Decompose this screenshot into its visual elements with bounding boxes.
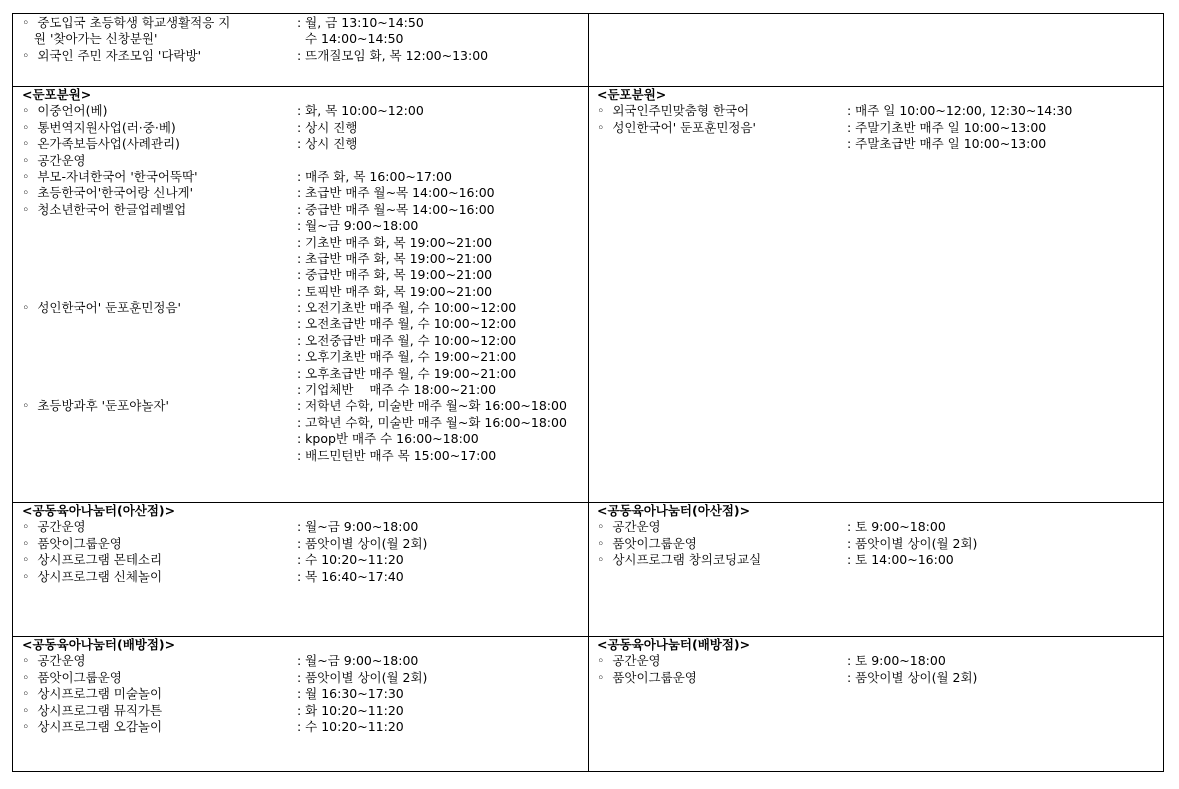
program-row bbox=[597, 653, 1157, 669]
program-schedule: : 화 10:20~11:20 bbox=[297, 702, 404, 718]
program-row bbox=[22, 251, 584, 267]
program-name: ◦ 품앗이그룹운영 bbox=[597, 535, 697, 551]
program-row bbox=[22, 536, 584, 552]
section-heading: <공동육아나눔터(아산점)> bbox=[22, 503, 176, 518]
cell-asan-weekend bbox=[597, 503, 1157, 635]
program-row bbox=[597, 536, 1157, 552]
program-row bbox=[22, 333, 584, 349]
program-row bbox=[22, 366, 584, 382]
program-schedule: : 오전초급반 매주 월, 수 10:00~12:00 bbox=[297, 316, 517, 332]
program-row bbox=[22, 519, 584, 535]
cell-baebang-weekend bbox=[597, 637, 1157, 771]
program-schedule: : 화, 목 10:00~12:00 bbox=[297, 103, 424, 119]
program-schedule: : 수 10:20~11:20 bbox=[297, 552, 404, 568]
program-schedule: : 배드민턴반 매주 목 15:00~17:00 bbox=[297, 447, 497, 463]
program-schedule: : 월~금 9:00~18:00 bbox=[297, 653, 419, 669]
program-row bbox=[22, 398, 584, 414]
program-name: ◦ 품앗이그룹운영 bbox=[597, 669, 697, 685]
program-name: ◦ 공간운영 bbox=[597, 519, 661, 535]
program-schedule: : 월~금 9:00~18:00 bbox=[297, 218, 419, 234]
program-name: ◦ 통번역지원사업(러·중·베) bbox=[22, 119, 176, 135]
program-row bbox=[22, 719, 584, 735]
cell-sinchang-weekday bbox=[22, 15, 582, 85]
program-schedule: : 품앗이별 상이(월 2회) bbox=[847, 669, 978, 685]
program-name: ◦ 외국인 주민 자조모임 '다락방' bbox=[22, 47, 202, 63]
program-row bbox=[597, 670, 1157, 686]
program-name: ◦ 부모-자녀한국어 '한국어뚝딱' bbox=[22, 168, 198, 184]
program-row bbox=[22, 218, 584, 234]
program-schedule: : 중급반 매주 화, 목 19:00~21:00 bbox=[297, 267, 493, 283]
program-schedule: : 상시 진행 bbox=[297, 119, 358, 135]
program-schedule: : 월 16:30~17:30 bbox=[297, 686, 404, 702]
program-name: ◦ 외국인주민맞춤형 한국어 bbox=[597, 103, 750, 119]
program-name: ◦ 품앗이그룹운영 bbox=[22, 535, 122, 551]
program-row bbox=[597, 120, 1157, 136]
program-row bbox=[22, 31, 582, 47]
cell-sinchang-weekend bbox=[597, 15, 1157, 85]
program-schedule: : 고학년 수학, 미술반 매주 월~화 16:00~18:00 bbox=[297, 414, 567, 430]
program-row bbox=[22, 103, 584, 119]
section-heading: <둔포분원> bbox=[597, 87, 667, 102]
program-schedule: : 기초반 매주 화, 목 19:00~21:00 bbox=[297, 234, 493, 250]
program-name: ◦ 공간운영 bbox=[22, 519, 86, 535]
program-name: ◦ 초등방과후 '둔포야놀자' bbox=[22, 398, 169, 414]
program-row bbox=[22, 670, 584, 686]
program-row bbox=[22, 349, 584, 365]
program-schedule: : 월, 금 13:10~14:50 bbox=[297, 15, 424, 30]
program-schedule: : 상시 진행 bbox=[297, 136, 358, 152]
program-row bbox=[22, 448, 584, 464]
program-row bbox=[22, 136, 584, 152]
program-schedule: : 토 9:00~18:00 bbox=[847, 653, 946, 669]
program-row bbox=[22, 316, 584, 332]
program-schedule: : 기업체반 매주 수 18:00~21:00 bbox=[297, 382, 497, 398]
program-name: ◦ 상시프로그램 뮤직가튼 bbox=[22, 702, 163, 718]
program-schedule: : 오후초급반 매주 월, 수 19:00~21:00 bbox=[297, 365, 517, 381]
program-schedule: : 초급반 매주 월~목 14:00~16:00 bbox=[297, 185, 495, 201]
program-row bbox=[22, 415, 584, 431]
program-name: ◦ 상시프로그램 오감놀이 bbox=[22, 718, 163, 734]
program-schedule: : kpop반 매주 수 16:00~18:00 bbox=[297, 431, 479, 447]
program-name: ◦ 청소년한국어 한글업레벨업 bbox=[22, 201, 187, 217]
program-name: ◦ 품앗이그룹운영 bbox=[22, 669, 122, 685]
program-row bbox=[22, 300, 584, 316]
program-row bbox=[22, 185, 584, 201]
program-name: ◦ 공간운영 bbox=[22, 653, 86, 669]
cell-dunpo-weekday bbox=[22, 87, 584, 501]
program-schedule: : 오전중급반 매주 월, 수 10:00~12:00 bbox=[297, 332, 517, 348]
program-name: ◦ 상시프로그램 미술놀이 bbox=[22, 686, 163, 702]
program-schedule: : 저학년 수학, 미술반 매주 월~화 16:00~18:00 bbox=[297, 398, 567, 414]
column-divider bbox=[588, 13, 589, 772]
program-row bbox=[597, 519, 1157, 535]
program-row bbox=[22, 15, 582, 31]
cell-baebang-weekday bbox=[22, 637, 584, 771]
program-schedule: 수 14:00~14:50 bbox=[297, 31, 404, 47]
program-name: 원 '찾아가는 신창분원' bbox=[22, 31, 158, 47]
program-name: ◦ 이중언어(베) bbox=[22, 103, 108, 119]
program-schedule: : 월~금 9:00~18:00 bbox=[297, 519, 419, 535]
program-name: ◦ 중도입국 초등학생 학교생활적응 지 bbox=[22, 15, 231, 30]
program-schedule: : 매주 화, 목 16:00~17:00 bbox=[297, 168, 452, 184]
program-name: ◦ 상시프로그램 몬테소리 bbox=[22, 552, 163, 568]
program-row bbox=[597, 136, 1157, 152]
program-schedule: : 토 14:00~16:00 bbox=[847, 552, 954, 568]
program-row bbox=[22, 202, 584, 218]
program-row bbox=[22, 569, 584, 585]
program-name: ◦ 초등한국어'한국어랑 신나게' bbox=[22, 185, 194, 201]
section-heading: <공동육아나눔터(배방점)> bbox=[597, 637, 751, 652]
program-schedule: : 주말기초반 매주 일 10:00~13:00 bbox=[847, 119, 1047, 135]
program-schedule: : 수 10:20~11:20 bbox=[297, 718, 404, 734]
program-schedule: : 매주 일 10:00~12:00, 12:30~14:30 bbox=[847, 103, 1073, 119]
program-schedule: : 오후기초반 매주 월, 수 19:00~21:00 bbox=[297, 349, 517, 365]
program-schedule: : 초급반 매주 화, 목 19:00~21:00 bbox=[297, 250, 493, 266]
section-heading: <공동육아나눔터(배방점)> bbox=[22, 637, 176, 652]
program-name: ◦ 공간운영 bbox=[597, 653, 661, 669]
program-row bbox=[22, 48, 582, 64]
program-schedule: : 뜨개질모임 화, 목 12:00~13:00 bbox=[297, 47, 489, 63]
program-row bbox=[22, 653, 584, 669]
program-row bbox=[22, 120, 584, 136]
program-name: ◦ 상시프로그램 신체놀이 bbox=[22, 568, 163, 584]
program-row bbox=[22, 267, 584, 283]
program-schedule: : 오전기초반 매주 월, 수 10:00~12:00 bbox=[297, 300, 517, 316]
program-schedule: : 중급반 매주 월~목 14:00~16:00 bbox=[297, 201, 495, 217]
program-row bbox=[22, 552, 584, 568]
program-name: ◦ 공간운영 bbox=[22, 152, 86, 168]
program-name: ◦ 성인한국어' 둔포훈민정음' bbox=[597, 119, 756, 135]
program-row bbox=[22, 284, 584, 300]
program-row bbox=[22, 431, 584, 447]
program-schedule: : 품앗이별 상이(월 2회) bbox=[847, 535, 978, 551]
program-schedule: : 목 16:40~17:40 bbox=[297, 568, 404, 584]
program-row bbox=[22, 703, 584, 719]
section-heading: <둔포분원> bbox=[22, 87, 92, 102]
program-schedule: : 주말초급반 매주 일 10:00~13:00 bbox=[847, 136, 1047, 152]
program-schedule: : 품앗이별 상이(월 2회) bbox=[297, 535, 428, 551]
program-schedule: : 품앗이별 상이(월 2회) bbox=[297, 669, 428, 685]
cell-dunpo-weekend bbox=[597, 87, 1157, 501]
program-row bbox=[22, 169, 584, 185]
program-name: ◦ 온가족보듬사업(사례관리) bbox=[22, 136, 180, 152]
program-row bbox=[22, 686, 584, 702]
program-row bbox=[597, 103, 1157, 119]
program-name: ◦ 성인한국어' 둔포훈민정음' bbox=[22, 300, 181, 316]
program-schedule: : 토 9:00~18:00 bbox=[847, 519, 946, 535]
program-schedule: : 토픽반 매주 화, 목 19:00~21:00 bbox=[297, 283, 493, 299]
cell-asan-weekday bbox=[22, 503, 584, 635]
program-name: ◦ 상시프로그램 창의코딩교실 bbox=[597, 552, 762, 568]
program-row bbox=[22, 382, 584, 398]
section-heading: <공동육아나눔터(아산점)> bbox=[597, 503, 751, 518]
program-row bbox=[22, 153, 584, 169]
program-row bbox=[597, 552, 1157, 568]
program-row bbox=[22, 235, 584, 251]
